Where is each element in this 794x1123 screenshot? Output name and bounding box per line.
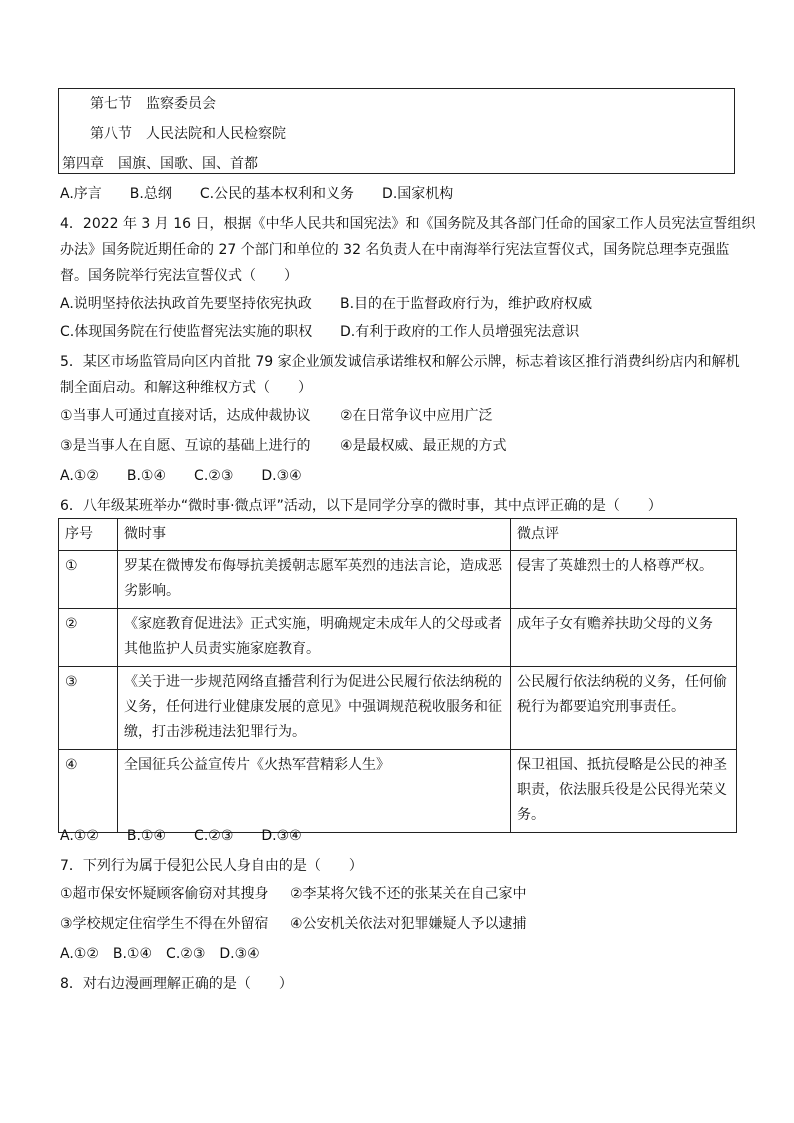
q6-table <box>58 518 737 833</box>
q6-row-number: ① <box>59 551 118 609</box>
q4-option-d: D.有利于政府的工作人员增强宪法意识 <box>340 324 580 340</box>
q7-statement-3: ③学校规定住宿学生不得在外留宿 <box>60 916 269 932</box>
q4-option-b: B.目的在于监督政府行为，维护政府权威 <box>340 296 593 312</box>
q6-row-event: 罗某在微博发布侮辱抗美援朝志愿军英烈的违法言论，造成恶劣影响。 <box>118 551 511 609</box>
q6-row-event: 《关于进一步规范网络直播营利行为促进公民履行依法纳税的义务，任何进行业健康发展的意见》中强调规范税收服务和征缴，打击涉税违法犯罪行为。 <box>118 667 511 750</box>
q7-options: A.①② B.①④ C.②③ D.③④ <box>60 946 260 962</box>
q6-table-header-row <box>59 519 737 551</box>
table-row <box>59 750 737 833</box>
q6-row-number: ② <box>59 609 118 667</box>
q5-statement-4: ④是最权威、最正规的方式 <box>340 438 507 454</box>
q6-row-comment: 成年子女有赡养扶助父母的义务 <box>511 609 737 667</box>
q7-text: 7．下列行为属于侵犯公民人身自由的是（ ） <box>60 858 363 874</box>
q7-statement-2: ②李某将欠钱不还的张某关在自己家中 <box>290 886 527 902</box>
q6-row-comment: 侵害了英雄烈士的人格尊严权。 <box>511 551 737 609</box>
q6-header-comment: 微点评 <box>511 519 737 551</box>
table-row <box>59 609 737 667</box>
q8-text: 8．对右边漫画理解正确的是（ ） <box>60 976 293 992</box>
q5-statement-2: ②在日常争议中应用广泛 <box>340 408 493 424</box>
q6-row-comment: 保卫祖国、抵抗侵略是公民的神圣职责，依法服兵役是公民得光荣义务。 <box>511 750 737 833</box>
q6-row-number: ④ <box>59 750 118 833</box>
q5-options: A.①② B.①④ C.②③ D.③④ <box>60 468 302 484</box>
q6-row-number: ③ <box>59 667 118 750</box>
q6-text: 6．八年级某班举办“微时事·微点评”活动，以下是同学分享的微时事，其中点评正确的是（ ） <box>60 498 662 514</box>
q6-row-event: 《家庭教育促进法》正式实施，明确规定未成年人的父母或者其他监护人员责实施家庭教育。 <box>118 609 511 667</box>
q7-statement-1: ①超市保安怀疑顾客偷窃对其搜身 <box>60 886 269 902</box>
outline-line-section8: 第八节 人民法院和人民检察院 <box>90 126 286 142</box>
q4-text-line2: 办法》国务院近期任命的 27 个部门和单位的 32 名负责人在中南海举行宪法宣誓仪式，国务院总理李克强监 <box>60 242 730 258</box>
q6-header-number: 序号 <box>59 519 118 551</box>
q5-text-line2: 制全面启动。和解这种维权方式（ ） <box>60 380 312 396</box>
outline-line-chapter4: 第四章 国旗、国歌、国、首都 <box>62 156 258 172</box>
q4-text-line1: 4．2022 年 3 月 16 日，根据《中华人民共和国宪法》和《国务院及其各部门任命的国家工作人员宪法宣誓组织 <box>60 216 756 232</box>
table-row <box>59 667 737 750</box>
q4-option-a: A.说明坚持依法执政首先要坚持依宪执政 <box>60 296 312 312</box>
q5-statement-1: ①当事人可通过直接对话，达成仲裁协议 <box>60 408 311 424</box>
q4-text-line3: 督。国务院举行宪法宣誓仪式（ ） <box>60 268 298 284</box>
q6-row-comment: 公民履行依法纳税的义务，任何偷税行为都要追究刑事责任。 <box>511 667 737 750</box>
q5-statement-3: ③是当事人在自愿、互谅的基础上进行的 <box>60 438 311 454</box>
q6-row-event: 全国征兵公益宣传片《火热军营精彩人生》 <box>118 750 511 833</box>
q6-options: A.①② B.①④ C.②③ D.③④ <box>60 828 302 844</box>
q6-header-event: 微时事 <box>118 519 511 551</box>
q5-text-line1: 5．某区市场监管局向区内首批 79 家企业颁发诚信承诺维权和解公示牌，标志着该区推行消费纠纷店内和解机 <box>60 354 740 370</box>
q4-option-c: C.体现国务院在行使监督宪法实施的职权 <box>60 324 313 340</box>
outline-line-section7: 第七节 监察委员会 <box>90 96 216 112</box>
table-row <box>59 551 737 609</box>
q3-options: A.序言 B.总纲 C.公民的基本权利和义务 D.国家机构 <box>60 186 454 202</box>
q7-statement-4: ④公安机关依法对犯罪嫌疑人予以逮捕 <box>290 916 527 932</box>
